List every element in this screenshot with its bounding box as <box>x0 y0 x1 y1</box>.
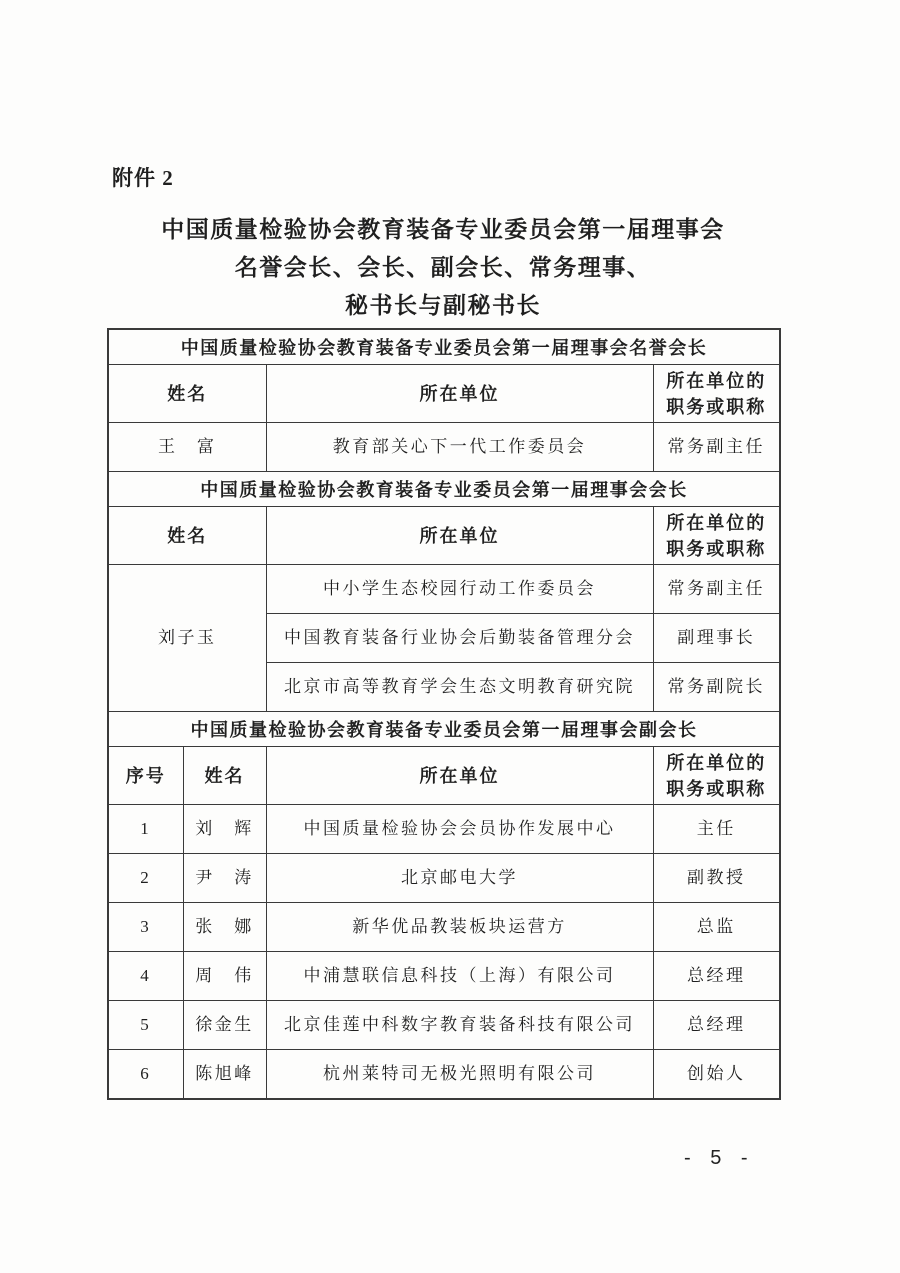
cell-org: 中浦慧联信息科技（上海）有限公司 <box>266 952 653 1001</box>
cell-position: 副教授 <box>653 854 780 903</box>
cell-name: 张 娜 <box>183 903 266 952</box>
cell-name: 周 伟 <box>183 952 266 1001</box>
cell-no: 5 <box>108 1001 183 1050</box>
column-header-name: 姓名 <box>108 365 266 423</box>
cell-position: 常务副主任 <box>653 565 780 614</box>
cell-org: 新华优品教装板块运营方 <box>266 903 653 952</box>
section-title-honorary-president: 中国质量检验协会教育装备专业委员会第一届理事会名誉会长 <box>108 329 780 365</box>
cell-org: 北京邮电大学 <box>266 854 653 903</box>
document-title-line-1: 中国质量检验协会教育装备专业委员会第一届理事会 <box>161 217 725 242</box>
cell-position: 总经理 <box>653 1001 780 1050</box>
cell-name: 刘 辉 <box>183 805 266 854</box>
cell-position: 总经理 <box>653 952 780 1001</box>
cell-name: 徐金生 <box>183 1001 266 1050</box>
cell-position: 副理事长 <box>653 614 780 663</box>
cell-position: 总监 <box>653 903 780 952</box>
column-header-name: 姓名 <box>108 507 266 565</box>
cell-org: 教育部关心下一代工作委员会 <box>266 423 653 472</box>
column-header-name: 姓名 <box>183 747 266 805</box>
cell-no: 2 <box>108 854 183 903</box>
roster-table <box>107 328 781 1100</box>
cell-name: 王 富 <box>108 423 266 472</box>
document-title <box>107 211 779 325</box>
column-header-no: 序号 <box>108 747 183 805</box>
cell-name: 陈旭峰 <box>183 1050 266 1100</box>
table-row <box>108 854 780 903</box>
section-title-president: 中国质量检验协会教育装备专业委员会第一届理事会会长 <box>108 472 780 507</box>
section-title-row <box>108 712 780 747</box>
column-header-row <box>108 507 780 565</box>
table-row <box>108 952 780 1001</box>
column-header-position: 所在单位的职务或职称 <box>653 747 780 805</box>
table-row <box>108 903 780 952</box>
cell-no: 6 <box>108 1050 183 1100</box>
cell-name: 刘子玉 <box>108 565 266 712</box>
column-header-position: 所在单位的职务或职称 <box>653 365 780 423</box>
column-header-org: 所在单位 <box>266 747 653 805</box>
column-header-row <box>108 747 780 805</box>
attachment-label: 附件 2 <box>112 166 174 190</box>
cell-org: 北京市高等教育学会生态文明教育研究院 <box>266 663 653 712</box>
section-title-row <box>108 472 780 507</box>
cell-org: 杭州莱特司无极光照明有限公司 <box>266 1050 653 1100</box>
section-title-row <box>108 329 780 365</box>
table-row <box>108 1050 780 1100</box>
cell-position: 常务副主任 <box>653 423 780 472</box>
page-number: - 5 - <box>684 1147 755 1169</box>
section-title-vice-president: 中国质量检验协会教育装备专业委员会第一届理事会副会长 <box>108 712 780 747</box>
column-header-org: 所在单位 <box>266 365 653 423</box>
cell-no: 4 <box>108 952 183 1001</box>
cell-position: 常务副院长 <box>653 663 780 712</box>
cell-no: 3 <box>108 903 183 952</box>
column-header-org: 所在单位 <box>266 507 653 565</box>
column-header-position: 所在单位的职务或职称 <box>653 507 780 565</box>
document-title-line-2: 名誉会长、会长、副会长、常务理事、 <box>234 255 652 280</box>
cell-org: 中小学生态校园行动工作委员会 <box>266 565 653 614</box>
cell-name: 尹 涛 <box>183 854 266 903</box>
table-row <box>108 805 780 854</box>
document-title-line-3: 秘书长与副秘书长 <box>345 293 541 318</box>
cell-org: 中国质量检验协会会员协作发展中心 <box>266 805 653 854</box>
table-row <box>108 1001 780 1050</box>
column-header-row <box>108 365 780 423</box>
cell-no: 1 <box>108 805 183 854</box>
cell-org: 北京佳莲中科数字教育装备科技有限公司 <box>266 1001 653 1050</box>
cell-org: 中国教育装备行业协会后勤装备管理分会 <box>266 614 653 663</box>
cell-position: 主任 <box>653 805 780 854</box>
table-row <box>108 423 780 472</box>
cell-position: 创始人 <box>653 1050 780 1100</box>
table-row <box>108 565 780 614</box>
